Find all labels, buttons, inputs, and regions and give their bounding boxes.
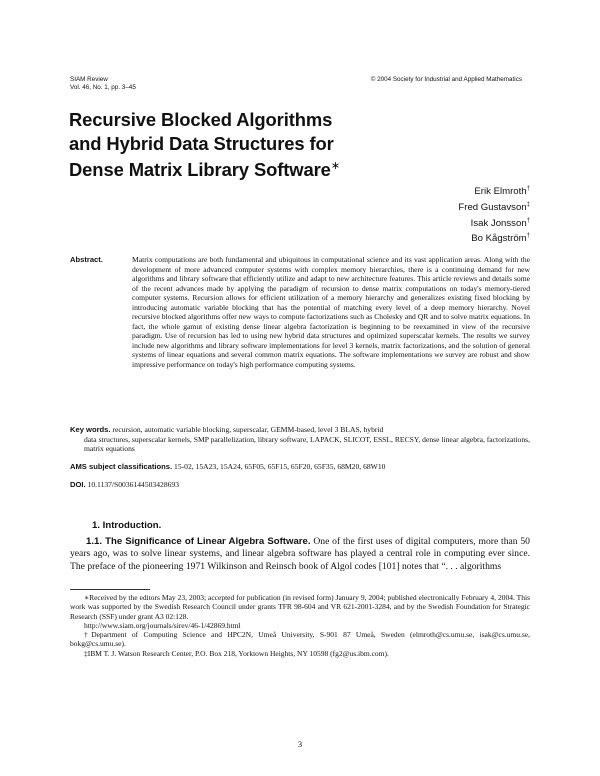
- abstract-label: Abstract.: [70, 255, 103, 264]
- keywords-label: Key words.: [70, 425, 111, 434]
- author: Erik Elmroth†: [474, 186, 530, 198]
- ams-label: AMS subject classifications.: [70, 462, 173, 471]
- author-list: [458, 183, 530, 246]
- keywords: [70, 425, 530, 454]
- title-footnote-mark: ∗: [330, 160, 340, 172]
- journal-volume: Vol. 46, No. 1, pp. 3–45: [70, 84, 136, 92]
- title-line-3: Dense Matrix Library Software: [69, 159, 331, 181]
- ams-codes: 15-02, 15A23, 15A24, 65F05, 65F15, 65F20, 65F35, 68M20, 68W10: [174, 462, 386, 471]
- author: Isak Jonsson†: [470, 217, 530, 229]
- paper-title: [69, 108, 539, 182]
- keywords-text-line1: recursion, automatic variable blocking, superscalar, GEMM-based, level 3 BLAS, hybrid: [112, 425, 384, 434]
- abstract-text: Matrix computations are both fundamental and ubiquitous in computational science and its vast application areas. Along with the development of more advanced computer systems with complex memory hierarchies, there is a continuing demand for new algorithms and library software that efficiently utilize and adapt to new architecture features. This article reviews and details some of the recent advances made by applying the paradigm of recursion to dense matrix computations on today's memory-tiered computer systems. Recursion allows for efficient utilization of a memory hierarchy and generalizes existing fixed blocking by introducing automatic variable blocking that has the potential of matching every level of a deep memory hierarchy. Novel recursive blocked algorithms offer new ways to compute factorizations such as Cholesky and QR and to solve matrix equations. In fact, the whole gamut of existing dense linear algebra factorization is beginning to be reexamined in view of the recursive paradigm. Use of recursion has led to using new hybrid data structures and optimized superscalar kernels. The results we survey include new algorithms and library software implementations for level 3 kernels, matrix factorizations, and the solution of general systems of linear equations and several common matrix equations. The software implementations we survey are robust and show impressive performance on today's high performance computing systems.: [132, 255, 530, 369]
- copyright-notice: © 2004 Society for Industrial and Applied Mathematics: [370, 76, 522, 83]
- title-line-1: Recursive Blocked Algorithms: [69, 109, 333, 130]
- footnote-affiliation-umea: †Department of Computing Science and HPC2N, Umeå University, S-901 87 Umeå, Sweden (elmroth@cs.umu.se, isak@cs.umu.se, bokg@cs.umu.se).: [70, 630, 530, 649]
- author: Fred Gustavson‡: [458, 201, 530, 213]
- page-number: 3: [297, 739, 303, 749]
- intro-paragraph: [70, 536, 530, 573]
- author: Bo Kågström†: [471, 233, 530, 245]
- title-line-2: and Hybrid Data Structures for: [69, 132, 334, 154]
- doi-label: DOI.: [70, 480, 86, 489]
- doi: [70, 480, 530, 489]
- section-heading: 1. Introduction.: [92, 520, 162, 531]
- footnotes: [70, 593, 530, 658]
- abstract: [70, 255, 530, 369]
- subsection-heading: 1.1. The Significance of Linear Algebra Software.: [86, 536, 311, 547]
- keywords-text-rest: data structures, superscalar kernels, SMP parallelization, library software, LAPACK, SLICOT, ESSL, RECSY, dense linear algebra, factorizations, matrix equations: [84, 434, 530, 453]
- journal-name: SIAM Review: [70, 76, 108, 83]
- intro-text: One of the first uses of digital computers, more than 50 years ago, was to solve linear systems, and linear algebra software has played a central role in computing ever since. The preface of the pioneering 1971 Wilkinson and Reinsch book of Algol codes [101] notes that “. . . algorithms: [70, 536, 530, 572]
- footnote-rule: [70, 589, 150, 590]
- footnote-affiliation-ibm: ‡IBM T. J. Watson Research Center, P.O. Box 218, Yorktown Heights, NY 10598 (fg2@us.ibm.com).: [84, 648, 389, 658]
- footnote-url[interactable]: http://www.siam.org/journals/sirev/46-1/42869.html: [84, 620, 241, 630]
- ams-classifications: [70, 462, 530, 471]
- footnote-received: ∗Received by the editors May 23, 2003; accepted for publication (in revised form) January 9, 2004; published electronically February 4, 2004. This work was supported by the Swedish Research Council under grants TFR 98-604 and VR 621-2001-3284, and by the Swedish Foundation for Strategic Research (SSF) under grant A3 02:128.: [70, 593, 530, 621]
- doi-value: 10.1137/S0036144503428693: [87, 480, 180, 489]
- journal-info: [70, 76, 136, 92]
